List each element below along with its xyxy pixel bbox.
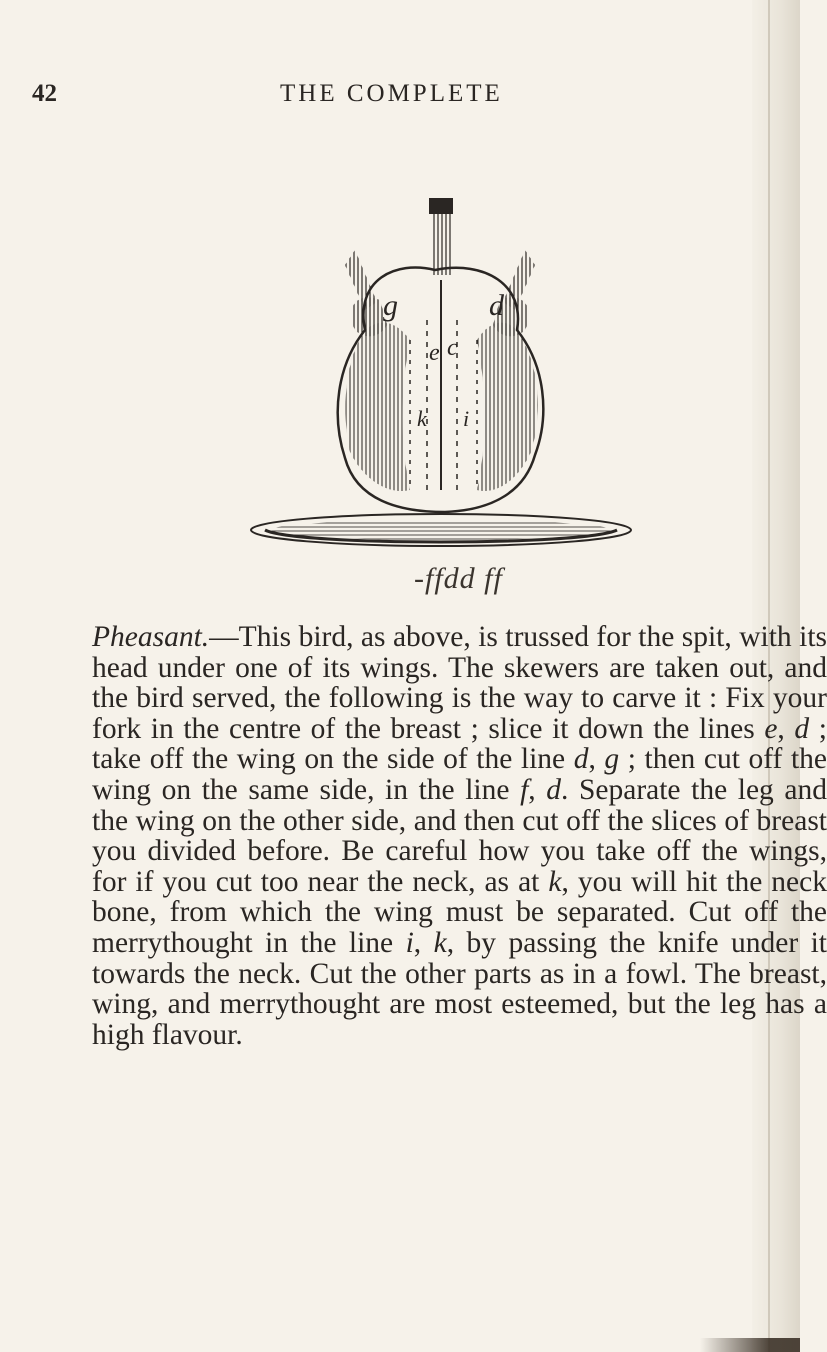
figure-caption: -ffdd ff	[414, 562, 503, 595]
article-body	[32, 622, 827, 1050]
text-segment: ,	[528, 773, 547, 806]
label-i: i	[463, 406, 470, 431]
label-e: e	[429, 340, 440, 366]
line-letter: g	[604, 743, 620, 776]
page-number: 42	[32, 80, 57, 107]
label-c: c	[447, 335, 458, 361]
text-segment: , you will hit the neck bone, from which the wing must be separated. Cut off the merrythought in the line	[92, 865, 827, 959]
line-letter: d	[546, 773, 561, 806]
text-segment: ; take off the wing on the side of the line	[92, 712, 827, 776]
line-letter: e	[764, 712, 778, 745]
line-letter: d	[573, 743, 589, 776]
line-letter: k	[548, 865, 562, 898]
text-segment: ,	[777, 712, 795, 745]
line-letter: k	[433, 926, 447, 959]
text-segment: This bird, as above, is trussed for the spit, with its head under one of its wings. The skewers are taken out, and the bird served, the following is the way to carve it :	[92, 621, 827, 715]
label-k: k	[417, 406, 427, 431]
text-segment: . Separate the leg and the wing on the other side, and then cut off the slices of breast you divided before. Be careful how you take off the wings, for if you cut too near the neck, as at	[92, 773, 827, 898]
text-segment: , by passing the knife under it towards the neck. Cut the other parts as in a fowl. The breast, wing, and merrythought are most esteemed, but the leg has a high flavour.	[92, 926, 827, 1051]
label-d: d	[489, 289, 504, 322]
binding-shadow	[700, 1338, 800, 1352]
title-dash: —	[209, 621, 239, 653]
line-letter: d	[794, 712, 810, 745]
text-segment: Fix your fork in the centre of the breast ; slice it down the lines	[92, 682, 827, 745]
line-letter: f	[520, 773, 529, 806]
line-letter: i	[405, 926, 414, 959]
text-segment: ; then cut off the wing on the same side, in the line	[92, 743, 827, 806]
article-title: Pheasant.	[92, 621, 210, 653]
text-segment: ,	[413, 926, 434, 959]
label-g: g	[383, 289, 398, 322]
pheasant-carving-engraving	[205, 190, 645, 610]
text-segment: ,	[588, 743, 605, 776]
running-head: THE COMPLETE	[280, 80, 503, 107]
left-wing	[345, 323, 410, 491]
